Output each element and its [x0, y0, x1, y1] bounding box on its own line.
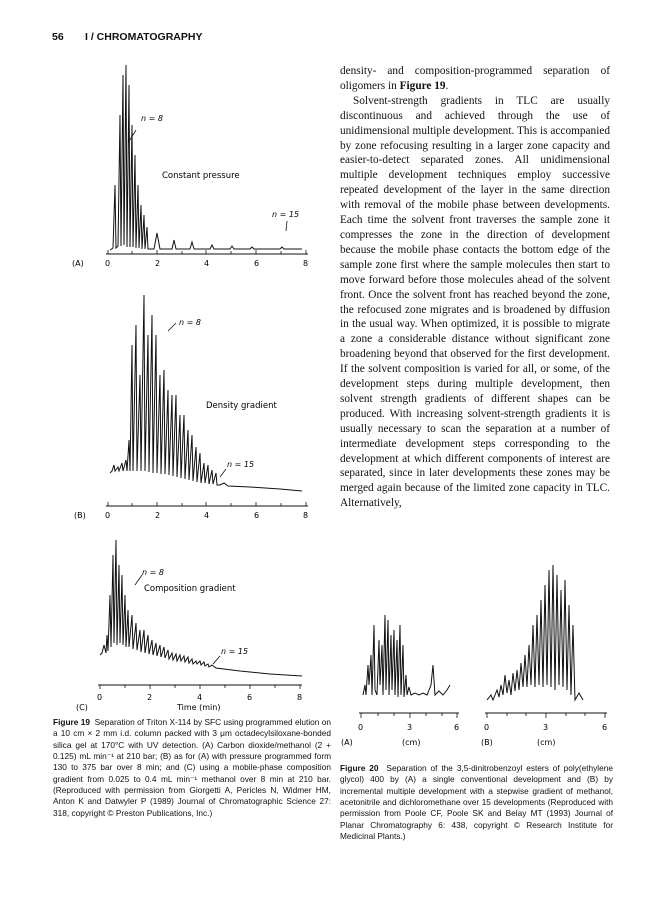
- chromatogram-a: [110, 65, 302, 250]
- svg-text:6: 6: [247, 693, 253, 702]
- fig20b-unit: (cm): [537, 738, 556, 747]
- figure-20-caption: [340, 763, 613, 842]
- figure-19: [40, 35, 330, 720]
- fig19a-annotation: Constant pressure: [162, 171, 240, 181]
- densitogram-a: [363, 615, 450, 697]
- fig19c-n8: n = 8: [142, 568, 164, 577]
- fig19a-ticks: [108, 250, 306, 254]
- svg-text:4: 4: [204, 511, 210, 520]
- page-number: 56: [52, 31, 64, 43]
- svg-text:6: 6: [454, 723, 460, 732]
- fig19a-label: (A): [72, 259, 84, 268]
- fig19-panel-a: [72, 65, 308, 268]
- fig19-panel-b: [74, 295, 308, 520]
- figure-20-label: Figure 20: [340, 763, 379, 773]
- figure-20: [335, 545, 615, 755]
- svg-text:6: 6: [602, 723, 608, 732]
- fig20b-label: (B): [481, 738, 493, 747]
- svg-text:0: 0: [484, 723, 490, 732]
- fig19c-annotation: Composition gradient: [144, 584, 236, 594]
- figure-19-ref: Figure 19: [399, 79, 446, 92]
- svg-text:4: 4: [197, 693, 203, 702]
- svg-text:8: 8: [297, 693, 303, 702]
- fig20-panel-b: [481, 565, 607, 747]
- fig19b-n8: n = 8: [179, 318, 201, 327]
- fig19b-ticks: [108, 502, 306, 506]
- fig19a-n8: n = 8: [141, 114, 163, 123]
- figure-19-caption-text: Separation of Triton X-114 by SFC using programmed elution on a 10 cm × 2 mm i.d. column packed with 3 μm octadecylsiloxane-bonded silica gel at 170°C with UV detection. (A) Carbon dioxide/methanol (2 + 0.125) mL min⁻¹ at 210 bar; (B) as for (A) with pressure programmed form 130 to 375 bar over 8 min; and (C) using a mobile-phase composition gradient from 0.025 to 0.4 mL min⁻¹ methanol over 8 min at 210 bar. (Reproduced with permission from Giorgetti A, Pericles N, Widmer HM, Anton K and Datwyler P (1989) Journal of Chromatographic Science 27: 318, copyright © Preston Publications, Inc.): [53, 717, 331, 818]
- densitogram-b: [487, 565, 583, 700]
- svg-text:2: 2: [155, 511, 161, 520]
- fig19-panel-c: [76, 540, 302, 712]
- svg-text:2: 2: [147, 693, 153, 702]
- paragraph-1: density- and composition-programmed separation of oligomers in Figure 19.: [340, 65, 610, 92]
- svg-text:6: 6: [254, 511, 260, 520]
- svg-text:0: 0: [97, 693, 103, 702]
- svg-text:8: 8: [303, 511, 309, 520]
- fig19b-n15: n = 15: [227, 460, 255, 469]
- svg-text:3: 3: [407, 723, 413, 732]
- svg-text:4: 4: [204, 259, 210, 268]
- section-title: I / CHROMATOGRAPHY: [85, 31, 203, 43]
- svg-text:2: 2: [155, 259, 161, 268]
- paragraph-2: Solvent-strength gradients in TLC are usually discontinuous and achieved through the use of unidimensional multiple development. This is accompanied by zone refocusing resulting in a larger zone capacity and easier-to-detect separated zones. All unidimensional multiple development techniques employ successive repeated development of the layer in the same direction with removal of the mobile phase between developments. Each time the solvent front traverses the sample zone it compresses the zone in the direction of development because the mobile phase contacts the bottom edge of the sample zone first where the sample molecules then start to move forward before those molecules ahead of the solvent front. Once the solvent front has reached beyond the zone, the refocused zone migrates and is broadened by diffusion in the usual way. When optimized, it is possible to migrate a zone a considerable distance without significant zone broadening beyond that observed for the first development. If the solvent composition is varied for all, or some, of the development steps during multiple development, then solvent strength gradients of different shapes can be produced. With increasing solvent-strength gradients it is usually necessary to scan the separation at a number of intermediate development steps corresponding to the development at which different components of interest are separated, since in later developments these zones may be merged again because of the limited zone capacity in TLC. Alternatively,: [340, 94, 610, 510]
- fig19c-ticks: [100, 685, 300, 689]
- svg-text:0: 0: [358, 723, 364, 732]
- svg-text:8: 8: [303, 259, 309, 268]
- svg-text:6: 6: [254, 259, 260, 268]
- fig19b-annotation: Density gradient: [206, 401, 277, 411]
- fig19c-label: (C): [76, 703, 88, 712]
- fig19c-n15: n = 15: [221, 647, 249, 656]
- fig19c-xlabel: Time (min): [177, 703, 221, 712]
- fig19b-label: (B): [74, 511, 86, 520]
- chromatogram-c: [100, 540, 302, 676]
- chromatogram-b: [110, 295, 302, 491]
- svg-text:0: 0: [105, 511, 111, 520]
- fig19a-n15: n = 15: [272, 210, 300, 219]
- fig20a-label: (A): [341, 738, 353, 747]
- figure-20-caption-text: Separation of the 3,5-dinitrobenzoyl esters of poly(ethylene glycol) 400 by (A) a single conventional development and (B) by incremental multiple development with a stepwise gradient of methanol, acetonitrile and dichloromethane over 15 developments (Reproduced with permission from Poole CF, Poole SK and Belay MT (1993) Journal of Planar Chromatography 6: 438, copyright © Research Institute for Medicinal Plants.): [340, 763, 613, 842]
- svg-text:3: 3: [543, 723, 549, 732]
- figure-19-caption: [53, 717, 331, 819]
- fig20a-unit: (cm): [402, 738, 421, 747]
- fig20-panel-a: [341, 615, 459, 747]
- svg-text:0: 0: [105, 259, 111, 268]
- figure-19-label: Figure 19: [53, 717, 90, 727]
- body-text: [340, 64, 610, 511]
